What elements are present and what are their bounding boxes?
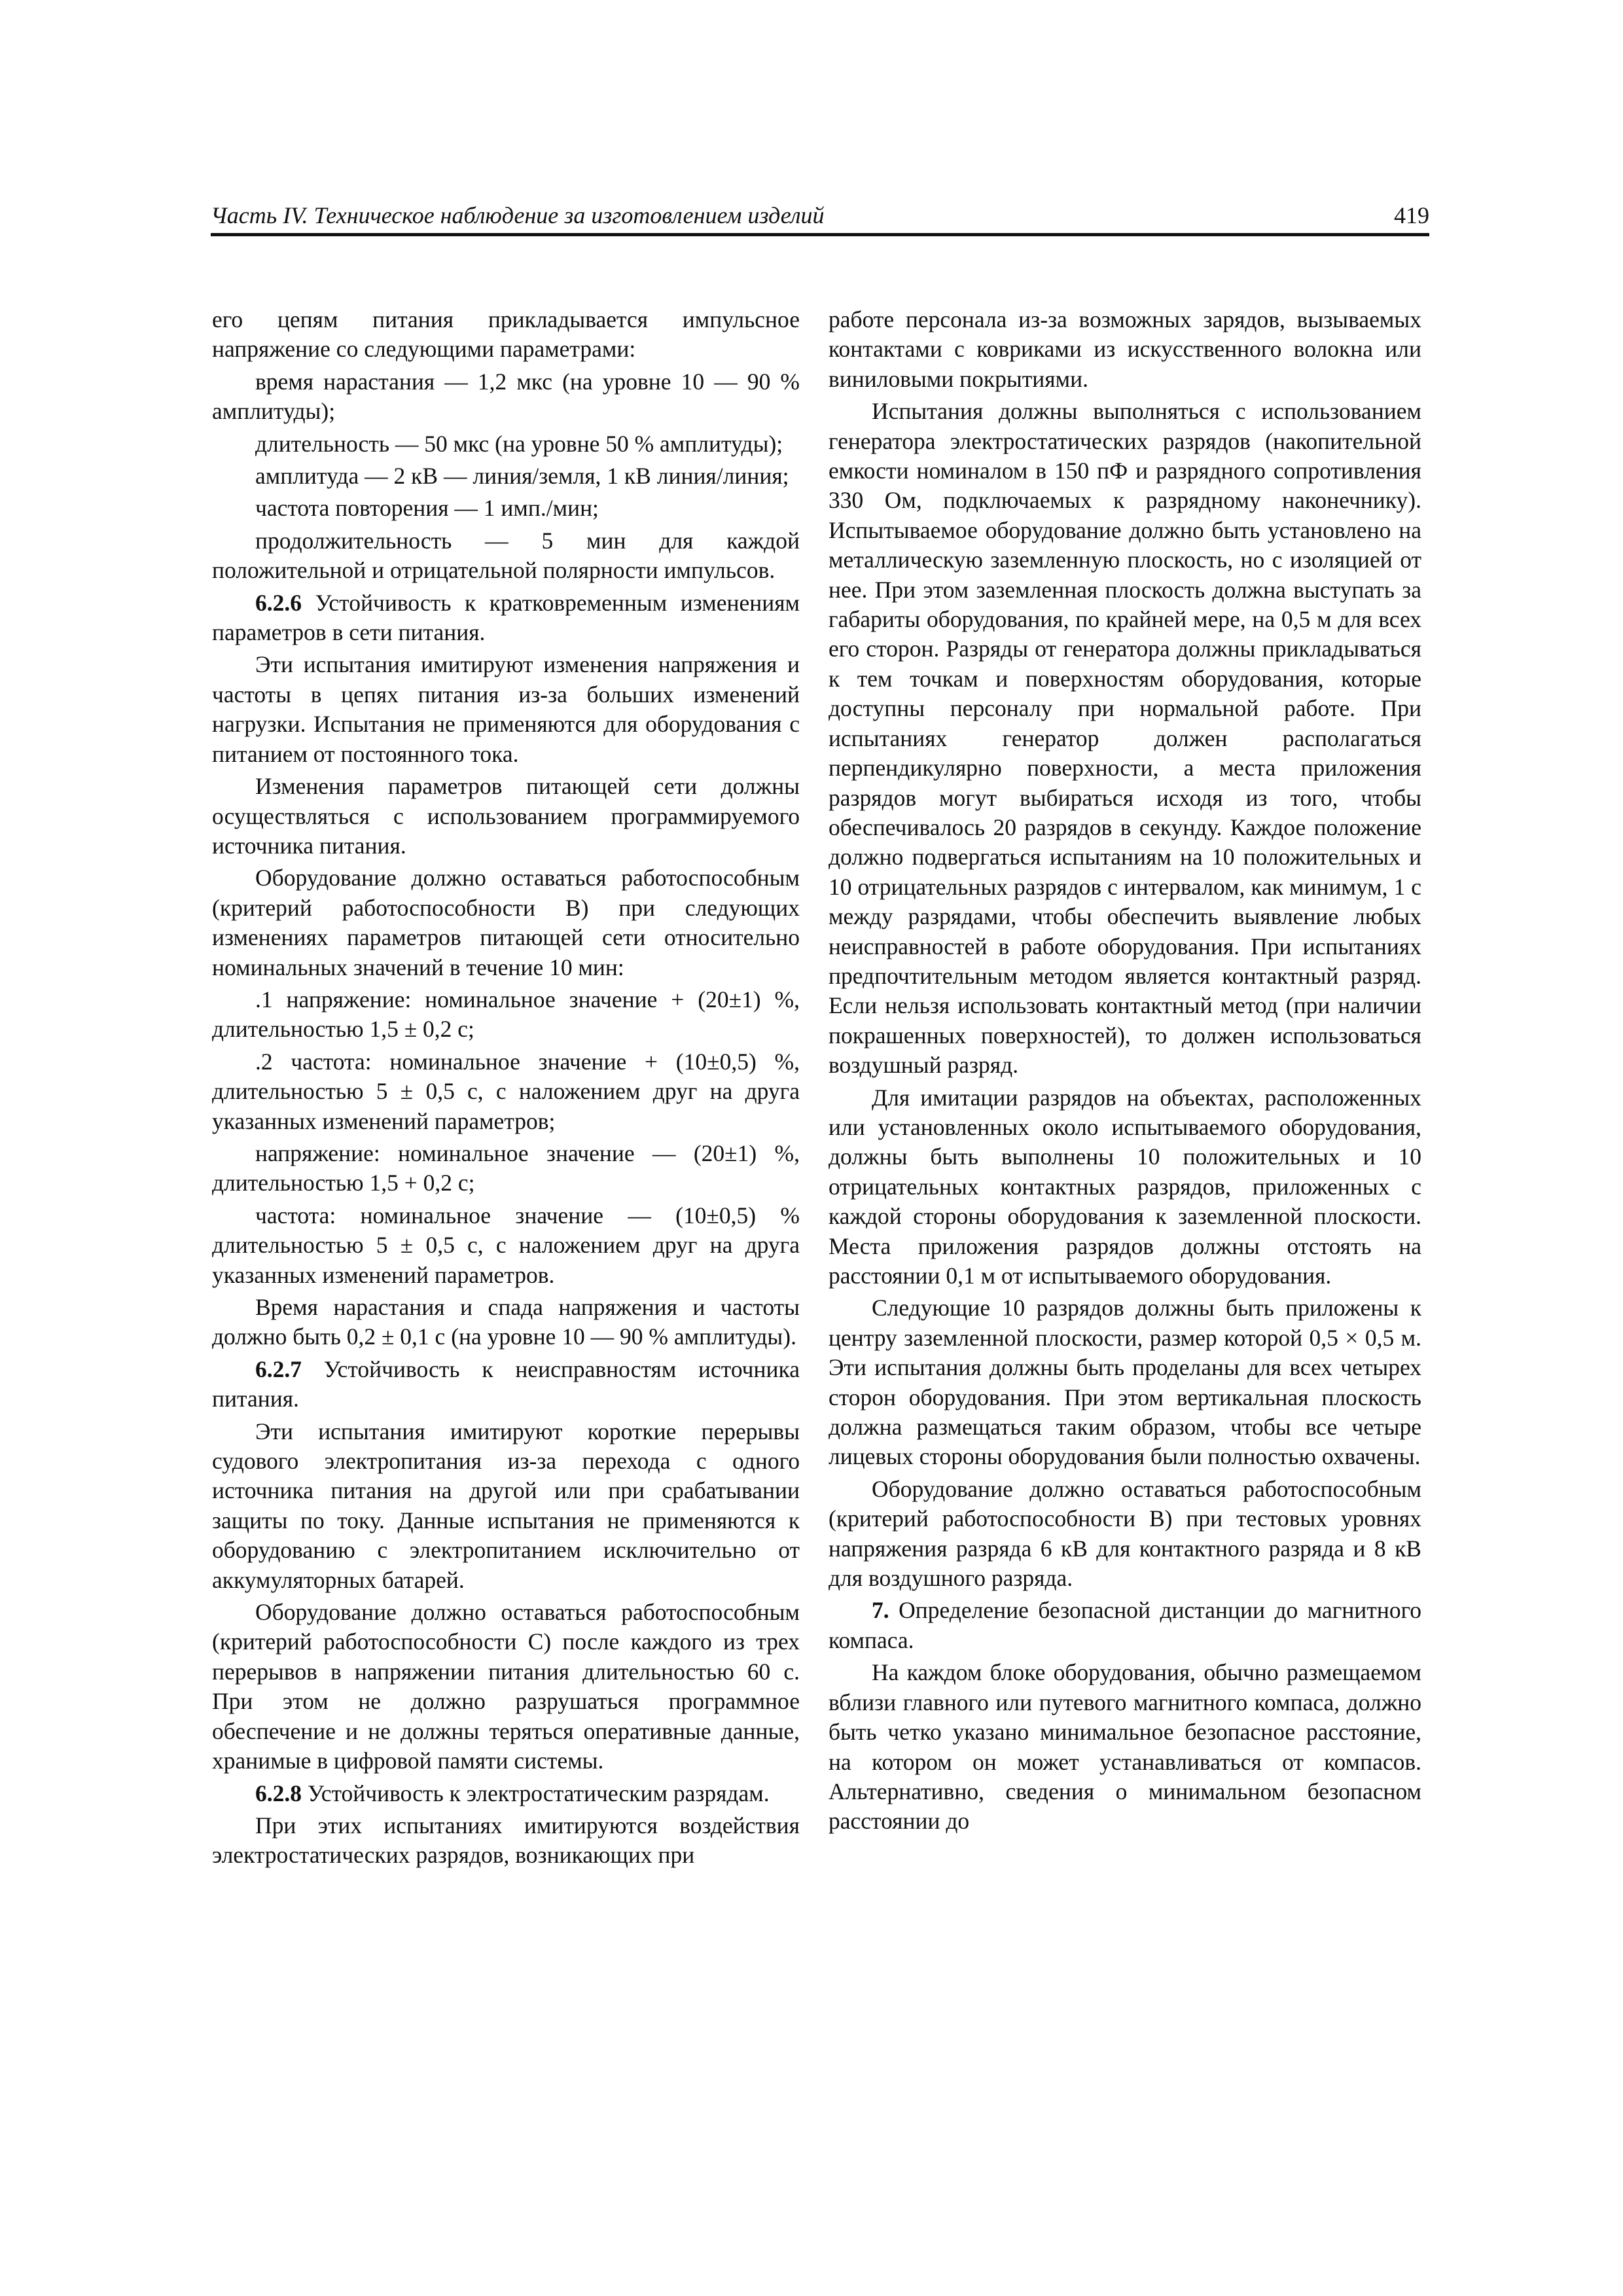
paragraph: [829, 1475, 1421, 1594]
paragraph-text: продолжительность — 5 мин для каждой положительной и отрицательной полярности импульсов.: [212, 527, 800, 584]
paragraph-text: его цепям питания прикладывается импульсное напряжение со следующими параметрами:: [212, 306, 800, 363]
paragraph: [212, 588, 800, 648]
paragraph: [212, 461, 800, 491]
paragraph: [212, 367, 800, 427]
paragraph: [212, 1047, 800, 1136]
paragraph-text: Для имитации разрядов на объектах, расположенных или установленных около испытываемого оборудования, должны быть выполнены 10 положительных и 10 отрицательных контактных разрядов, приложенных с каждой стороны оборудования к заземленной плоскости. Места приложения разрядов должны отстоять на расстоянии 0,1 м от испытываемого оборудования.: [829, 1084, 1421, 1289]
paragraph: [829, 305, 1421, 394]
paragraph-text: работе персонала из-за возможных зарядов, вызываемых контактами с ковриками из искусственного волокна или виниловыми покрытиями.: [829, 306, 1421, 392]
section-number: 6.2.7: [255, 1355, 302, 1382]
paragraph: [212, 863, 800, 982]
paragraph: [212, 1201, 800, 1290]
paragraph-text: Оборудование должно оставаться работоспособным (критерий работоспособности B) при следующих изменениях параметров питающей сети относительно номинальных значений в течение 10 мин:: [212, 865, 800, 980]
section-number: 6.2.8: [255, 1780, 302, 1806]
right-column: [829, 305, 1421, 1839]
section-number: 6.2.6: [255, 589, 302, 616]
paragraph: [212, 526, 800, 586]
paragraph-text: Испытания должны выполняться с использованием генератора электростатических разрядов (накопительной емкости номиналом в 150 пФ и разрядного сопротивления 330 Ом, подключаемых к разрядному наконечнику). Испытываемое оборудование должно быть установлено на металлическую заземленную плоскость, но с изоляцией от нее. При этом заземленная плоскость должна выступать за габариты оборудования, по крайней мере, на 0,5 м для всех его сторон. Разряды от генератора должны прикладываться к тем точкам и поверхностям оборудования, которые доступны персоналу при нормальной работе. При испытаниях генератор должен располагаться перпендикулярно поверхности, а места приложения разрядов могут выбираться исходя из того, чтобы обеспечивалось 20 разрядов в секунду. Каждое положение должно подвергаться испытаниям на 10 положительных и 10 отрицательных разрядов с интервалом, как минимум, 1 с между разрядами, чтобы обеспечить выявление любых неисправностей в работе оборудования. При испытаниях предпочтительным методом является контактный разряд. Если нельзя использовать контактный метод (при наличии покрашенных поверхностей), то должен использоваться воздушный разряд.: [829, 398, 1421, 1079]
paragraph: [212, 1811, 800, 1871]
paragraph: [212, 1598, 800, 1776]
paragraph-text: Оборудование должно оставаться работоспособным (критерий работоспособности B) при тестовых уровнях напряжения разряда 6 кВ для контактного разряда и 8 кВ для воздушного разряда.: [829, 1475, 1421, 1592]
header-rule: [211, 233, 1429, 236]
paragraph-text: .1 напряжение: номинальное значение + (20±1) %, длительностью 1,5 ± 0,2 с;: [212, 986, 800, 1043]
paragraph-text: На каждом блоке оборудования, обычно размещаемом вблизи главного или путевого магнитного компаса, должно быть четко указано минимальное безопасное расстояние, на котором он может устанавливаться от компасов. Альтернативно, сведения о минимальном безопасном расстоянии до: [829, 1659, 1421, 1835]
paragraph: [212, 985, 800, 1045]
paragraph-text: Следующие 10 разрядов должны быть приложены к центру заземленной плоскости, размер которой 0,5 × 0,5 м. Эти испытания должны быть проделаны для всех четырех сторон оборудования. При этом вертикальная плоскость должна размещаться таким образом, чтобы все четыре лицевых стороны оборудования были полностью охвачены.: [829, 1295, 1421, 1470]
section-number: 7.: [872, 1597, 889, 1624]
paragraph-text: частота повторения — 1 имп./мин;: [255, 495, 599, 522]
paragraph-text: Время нарастания и спада напряжения и частоты должно быть 0,2 ± 0,1 с (на уровне 10 — 90 % амплитуды).: [212, 1294, 800, 1350]
paragraph-text: .2 частота: номинальное значение + (10±0,5) %, длительностью 5 ± 0,5 с, с наложением друг на друга указанных изменений параметров;: [212, 1048, 800, 1134]
paragraph-text: время нарастания — 1,2 мкс (на уровне 10 — 90 % амплитуды);: [212, 368, 800, 425]
page-number: 419: [1394, 202, 1429, 228]
paragraph-text: длительность — 50 мкс (на уровне 50 % амплитуды);: [255, 430, 783, 457]
left-column: [212, 305, 800, 1873]
paragraph-text: напряжение: номинальное значение — (20±1) %, длительностью 1,5 + 0,2 с;: [212, 1139, 800, 1196]
paragraph: [829, 1083, 1421, 1291]
paragraph: [829, 1658, 1421, 1836]
paragraph-text: частота: номинальное значение — (10±0,5) % длительностью 5 ± 0,5 с, с наложением друг на друга указанных изменений параметров.: [212, 1202, 800, 1288]
paragraph-text: Устойчивость к кратковременным изменениям параметров в сети питания.: [212, 589, 800, 646]
paragraph-text: Эти испытания имитируют изменения напряжения и частоты в цепях питания из-за больших изменений нагрузки. Испытания не применяются для оборудования с питанием от постоянного тока.: [212, 651, 800, 767]
paragraph: [212, 1417, 800, 1595]
paragraph: [212, 305, 800, 365]
paragraph-text: Оборудование должно оставаться работоспособным (критерий работоспособности C) после каждого из трех перерывов в напряжении питания длительностью 60 с. При этом не должно разрушаться программное обеспечение и не должны теряться оперативные данные, хранимые в цифровой памяти системы.: [212, 1599, 800, 1774]
paragraph: [212, 429, 800, 459]
running-header: [211, 196, 1429, 234]
paragraph-text: Устойчивость к электростатическим разрядам.: [302, 1780, 770, 1806]
paragraph: [829, 1293, 1421, 1471]
paragraph-text: амплитуда — 2 кВ — линия/земля, 1 кВ линия/линия;: [255, 463, 789, 490]
paragraph: [212, 1355, 800, 1414]
paragraph-text: Изменения параметров питающей сети должны осуществляться с использованием программируемого источника питания.: [212, 773, 800, 859]
paragraph: [212, 493, 800, 523]
paragraph: [212, 1139, 800, 1198]
paragraph: [212, 772, 800, 861]
paragraph-text: Устойчивость к неисправностям источника питания.: [212, 1355, 800, 1412]
paragraph: [212, 650, 800, 769]
paragraph-text: Эти испытания имитируют короткие перерывы судового электропитания из-за перехода с одного источника питания на другой или при срабатывании защиты по току. Данные испытания не применяются к оборудованию с электропитанием исключительно от аккумуляторных батарей.: [212, 1418, 800, 1593]
header-title: Часть IV. Техническое наблюдение за изготовлением изделий: [211, 202, 825, 228]
paragraph-text: При этих испытаниях имитируются воздействия электростатических разрядов, возникающих при: [212, 1812, 800, 1869]
paragraph-text: Определение безопасной дистанции до магнитного компаса.: [829, 1597, 1421, 1653]
paragraph: [212, 1779, 800, 1808]
paragraph: [212, 1293, 800, 1352]
paragraph: [829, 397, 1421, 1080]
paragraph: [829, 1596, 1421, 1655]
